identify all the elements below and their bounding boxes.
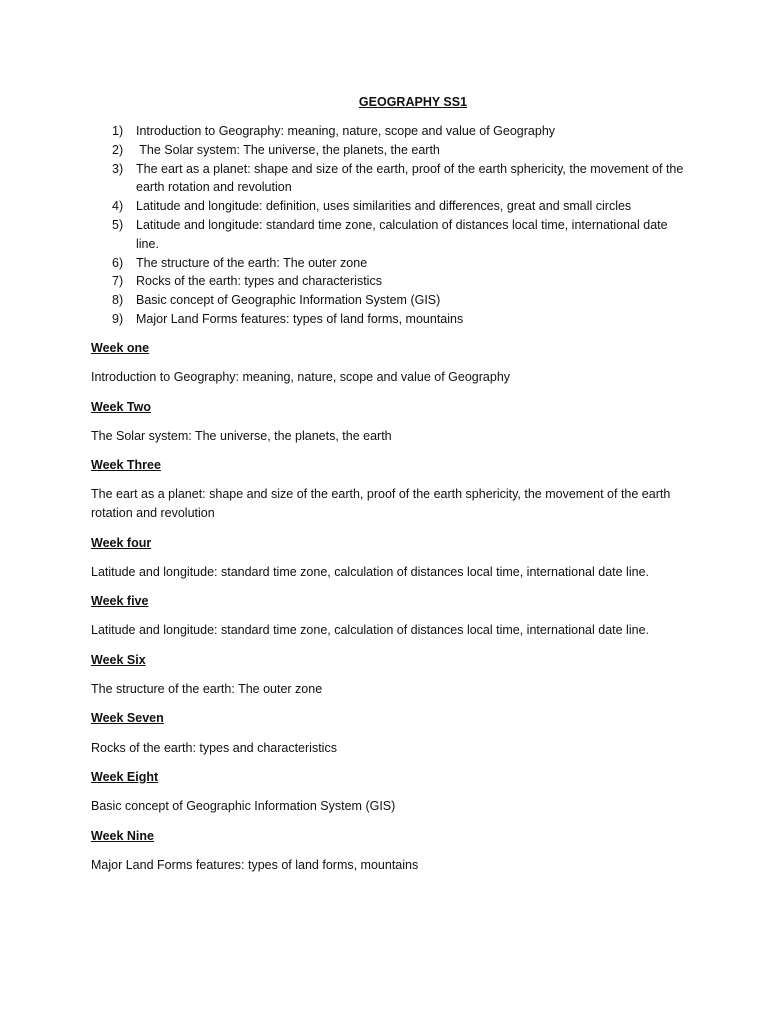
- outline-item-number: 1): [112, 124, 124, 138]
- outline-item-number: 8): [112, 293, 124, 308]
- outline-item: [100, 310, 690, 329]
- outline-item-text: Major Land Forms features: types of land forms, mountains: [136, 311, 464, 326]
- outline-item-text: Introduction to Geography: meaning, nature, scope and value of Geography: [136, 124, 556, 138]
- week-heading: Week Three: [91, 458, 161, 473]
- week-description: The structure of the earth: The outer zone: [91, 682, 323, 697]
- week-description: Basic concept of Geographic Information System (GIS): [91, 799, 396, 814]
- week-description: Introduction to Geography: meaning, nature, scope and value of Geography: [91, 370, 511, 385]
- week-heading: Week Seven: [91, 711, 164, 726]
- week-heading: Week four: [91, 535, 152, 550]
- topic-outline-list: [100, 122, 690, 329]
- outline-item: [100, 160, 690, 198]
- outline-item-number: 5): [112, 217, 124, 232]
- week-heading: Week Nine: [91, 828, 154, 843]
- week-heading: Week Six: [91, 652, 146, 667]
- week-description: Rocks of the earth: types and characteristics: [91, 740, 337, 755]
- outline-item: [100, 254, 690, 273]
- outline-item: [100, 272, 690, 291]
- outline-item-text: Basic concept of Geographic Information System (GIS): [136, 293, 441, 308]
- week-heading: Week five: [91, 594, 149, 609]
- outline-item-text: The Solar system: The universe, the planets, the earth: [136, 142, 440, 157]
- week-description: The eart as a planet: shape and size of the earth, proof of the earth sphericity, the movement of the earth rotation and revolution: [91, 487, 671, 521]
- outline-item-number: 3): [112, 161, 124, 176]
- outline-item-text: The structure of the earth: The outer zone: [136, 255, 368, 270]
- outline-item: [100, 141, 690, 160]
- outline-item: [100, 216, 690, 254]
- week-description: Major Land Forms features: types of land forms, mountains: [91, 857, 419, 872]
- week-heading: Week Eight: [91, 769, 159, 784]
- week-description: Latitude and longitude: standard time zone, calculation of distances local time, international date line.: [91, 564, 649, 579]
- outline-item-text: Rocks of the earth: types and characteristics: [136, 274, 382, 289]
- week-description: The Solar system: The universe, the planets, the earth: [91, 428, 392, 443]
- outline-item-number: 9): [112, 311, 124, 326]
- outline-item-number: 2): [112, 142, 124, 157]
- week-heading: Week one: [91, 341, 150, 355]
- weekly-schedule: [91, 339, 691, 885]
- outline-item-text: The eart as a planet: shape and size of the earth, proof of the earth sphericity, the movement of the earth rotation and revolution: [136, 161, 684, 195]
- outline-item-number: 6): [112, 255, 124, 270]
- outline-item-number: 7): [112, 274, 124, 289]
- outline-item: [100, 197, 690, 216]
- outline-item: [100, 291, 690, 310]
- outline-item: [100, 122, 690, 141]
- outline-item-number: 4): [112, 199, 124, 214]
- outline-item-text: Latitude and longitude: definition, uses similarities and differences, great and small circles: [136, 199, 632, 214]
- page-title: GEOGRAPHY SS1: [358, 95, 468, 109]
- outline-item-text: Latitude and longitude: standard time zone, calculation of distances local time, international date line.: [136, 217, 668, 251]
- week-description: Latitude and longitude: standard time zone, calculation of distances local time, international date line.: [91, 623, 649, 638]
- week-heading: Week Two: [91, 399, 151, 414]
